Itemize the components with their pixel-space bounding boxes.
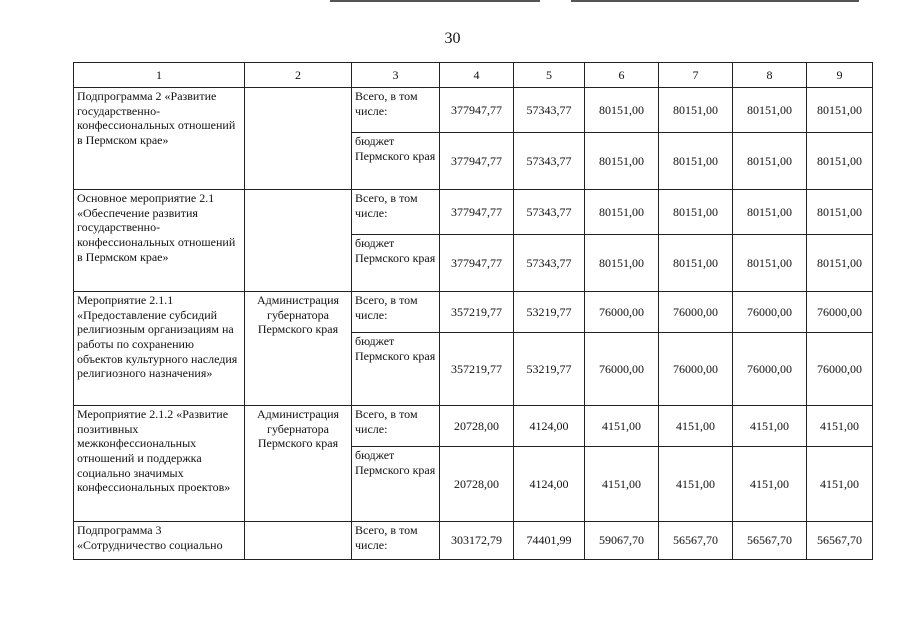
amount-cell: 80151,00 (585, 190, 659, 235)
item-name: Мероприятие 2.1.1 «Предоставление субсидий религиозным организациям на работы по сохранению объектов культурного наследия религиозного назначения» (74, 292, 245, 406)
amount-cell: 4151,00 (807, 447, 873, 522)
column-header-4: 4 (440, 63, 514, 88)
amount-cell: 80151,00 (733, 235, 807, 292)
amount-cell: 57343,77 (514, 235, 585, 292)
column-header-5: 5 (514, 63, 585, 88)
amount-cell: 56567,70 (733, 522, 807, 560)
funding-source: Всего, в том числе: (352, 406, 440, 447)
amount-cell: 56567,70 (807, 522, 873, 560)
amount-cell: 57343,77 (514, 190, 585, 235)
top-rule-left (330, 0, 540, 2)
executor: Администрация губернатора Пермского края (245, 292, 352, 406)
amount-cell: 80151,00 (585, 235, 659, 292)
amount-cell: 4151,00 (659, 406, 733, 447)
amount-cell: 59067,70 (585, 522, 659, 560)
top-rule-right (571, 0, 859, 2)
amount-cell: 80151,00 (807, 235, 873, 292)
amount-cell: 76000,00 (659, 333, 733, 406)
amount-cell: 80151,00 (807, 88, 873, 133)
amount-cell: 57343,77 (514, 133, 585, 190)
amount-cell: 76000,00 (733, 333, 807, 406)
amount-cell: 80151,00 (585, 88, 659, 133)
amount-cell: 80151,00 (807, 190, 873, 235)
amount-cell: 4151,00 (807, 406, 873, 447)
table-body (74, 63, 873, 560)
amount-cell: 76000,00 (807, 333, 873, 406)
column-header-3: 3 (352, 63, 440, 88)
amount-cell: 76000,00 (807, 292, 873, 333)
executor (245, 522, 352, 560)
amount-cell: 4151,00 (733, 406, 807, 447)
column-header-1: 1 (74, 63, 245, 88)
header-row (74, 63, 873, 88)
table-row (74, 292, 873, 333)
funding-source: Всего, в том числе: (352, 88, 440, 133)
funding-source: бюджет Пермского края (352, 235, 440, 292)
amount-cell: 80151,00 (659, 88, 733, 133)
column-header-9: 9 (807, 63, 873, 88)
item-name: Подпрограмма 3 «Сотрудничество социально (74, 522, 245, 560)
amount-cell: 76000,00 (733, 292, 807, 333)
item-name: Подпрограмма 2 «Развитие государственно-конфессиональных отношений в Пермском крае» (74, 88, 245, 190)
amount-cell: 4151,00 (585, 447, 659, 522)
item-name: Мероприятие 2.1.2 «Развитие позитивных межконфессиональных отношений и поддержка социально значимых конфессиональных проектов» (74, 406, 245, 522)
amount-cell: 377947,77 (440, 88, 514, 133)
amount-cell: 80151,00 (733, 133, 807, 190)
amount-cell: 53219,77 (514, 333, 585, 406)
column-header-6: 6 (585, 63, 659, 88)
column-header-2: 2 (245, 63, 352, 88)
page-number: 30 (444, 30, 461, 47)
amount-cell: 74401,99 (514, 522, 585, 560)
funding-source: Всего, в том числе: (352, 190, 440, 235)
funding-source: Всего, в том числе: (352, 522, 440, 560)
amount-cell: 80151,00 (733, 190, 807, 235)
amount-cell: 56567,70 (659, 522, 733, 560)
table-row (74, 190, 873, 235)
funding-source: бюджет Пермского края (352, 133, 440, 190)
amount-cell: 4151,00 (733, 447, 807, 522)
budget-table (73, 62, 873, 560)
amount-cell: 20728,00 (440, 406, 514, 447)
table-row (74, 406, 873, 447)
amount-cell: 76000,00 (585, 333, 659, 406)
table-row (74, 522, 873, 560)
amount-cell: 76000,00 (659, 292, 733, 333)
amount-cell: 357219,77 (440, 292, 514, 333)
column-header-8: 8 (733, 63, 807, 88)
amount-cell: 80151,00 (659, 190, 733, 235)
amount-cell: 377947,77 (440, 190, 514, 235)
funding-source: Всего, в том числе: (352, 292, 440, 333)
amount-cell: 377947,77 (440, 235, 514, 292)
amount-cell: 4124,00 (514, 447, 585, 522)
amount-cell: 303172,79 (440, 522, 514, 560)
amount-cell: 80151,00 (585, 133, 659, 190)
amount-cell: 53219,77 (514, 292, 585, 333)
amount-cell: 4124,00 (514, 406, 585, 447)
amount-cell: 80151,00 (807, 133, 873, 190)
amount-cell: 4151,00 (659, 447, 733, 522)
executor (245, 88, 352, 190)
table-row (74, 88, 873, 133)
item-name: Основное мероприятие 2.1 «Обеспечение развития государственно-конфессиональных отношений в Пермском крае» (74, 190, 245, 292)
funding-source: бюджет Пермского края (352, 333, 440, 406)
amount-cell: 357219,77 (440, 333, 514, 406)
amount-cell: 80151,00 (659, 133, 733, 190)
amount-cell: 76000,00 (585, 292, 659, 333)
amount-cell: 80151,00 (659, 235, 733, 292)
amount-cell: 4151,00 (585, 406, 659, 447)
amount-cell: 80151,00 (733, 88, 807, 133)
funding-source: бюджет Пермского края (352, 447, 440, 522)
executor (245, 190, 352, 292)
amount-cell: 20728,00 (440, 447, 514, 522)
executor: Администрация губернатора Пермского края (245, 406, 352, 522)
amount-cell: 57343,77 (514, 88, 585, 133)
column-header-7: 7 (659, 63, 733, 88)
amount-cell: 377947,77 (440, 133, 514, 190)
